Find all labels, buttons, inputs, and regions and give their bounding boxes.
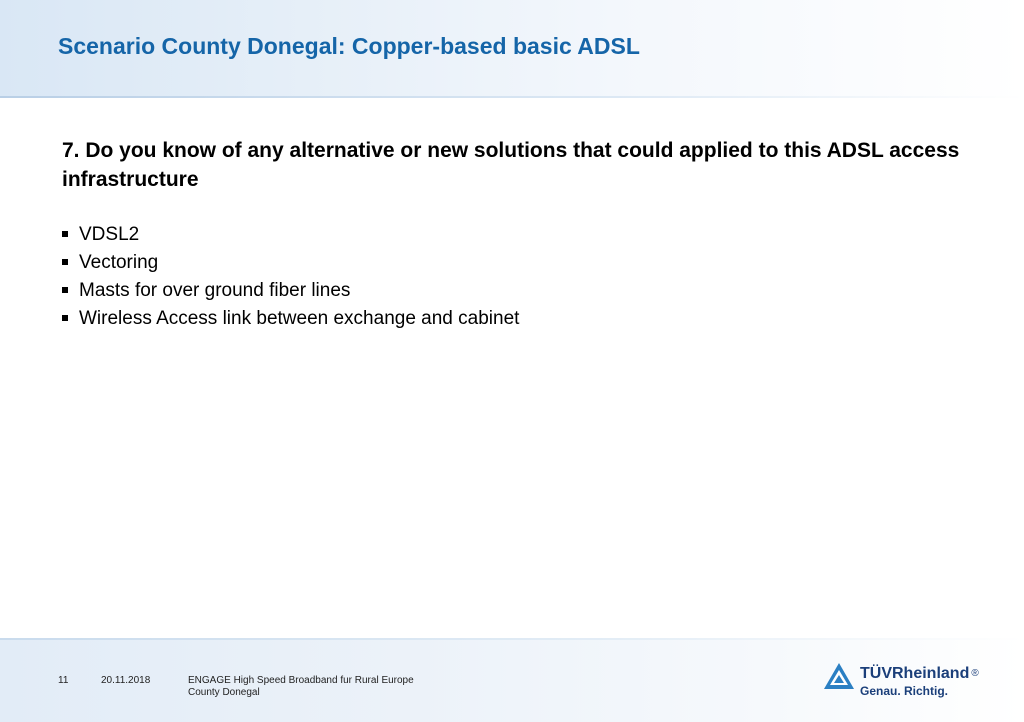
bullet-item [62, 277, 519, 305]
tuv-triangle-logo-icon [823, 662, 855, 690]
square-bullet-icon [62, 315, 68, 321]
logo-tagline: Genau. Richtig. [860, 684, 949, 698]
header-divider [0, 96, 1024, 98]
bullet-text: Wireless Access link between exchange and cabinet [79, 308, 520, 329]
bullet-item [62, 305, 519, 333]
square-bullet-icon [62, 287, 68, 293]
tuv-rheinland-logo [823, 660, 983, 702]
registered-mark: ® [971, 668, 979, 679]
bullet-item [62, 249, 519, 277]
question-text: 7. Do you know of any alternative or new solutions that could applied to this ADSL access infrastructure [62, 139, 960, 191]
bullet-list [62, 221, 519, 333]
footer-presentation-line2: County Donegal [188, 687, 260, 698]
page-number: 11 [58, 675, 69, 686]
footer-presentation-title [188, 675, 414, 699]
footer-divider [0, 638, 1024, 640]
logo-name-text: TÜVRheinland [860, 665, 970, 682]
slide-title: Scenario County Donegal: Copper-based basic ADSL [58, 33, 640, 59]
bullet-item [62, 221, 519, 249]
square-bullet-icon [62, 231, 68, 237]
bullet-text: VDSL2 [79, 224, 140, 245]
bullet-text: Vectoring [79, 252, 159, 273]
footer-presentation-line1: ENGAGE High Speed Broadband fur Rural Europe [188, 675, 414, 686]
footer-date: 20.11.2018 [101, 675, 151, 686]
square-bullet-icon [62, 259, 68, 265]
logo-name [860, 665, 979, 683]
bullet-text: Masts for over ground fiber lines [79, 280, 351, 301]
